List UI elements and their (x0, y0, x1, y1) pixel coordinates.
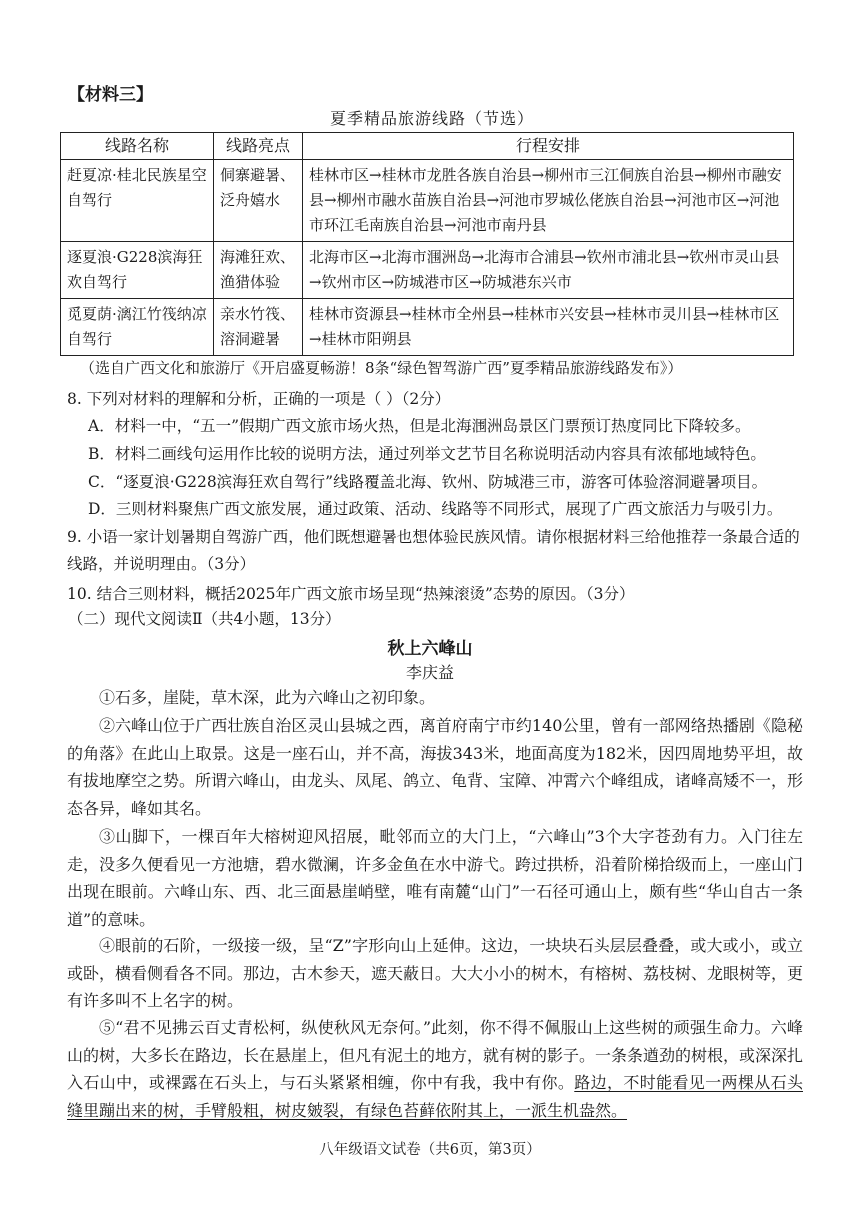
route-name: 赶夏凉·桂北民族星空自驾行 (61, 160, 214, 242)
table-caption: 夏季精品旅游线路（节选） (330, 109, 535, 128)
essay-paragraph-5 (67, 1014, 803, 1124)
question-8-option-c: C．“逐夏浪·G228滨海狂欢自驾行”线路覆盖北海、钦州、防城港三市，游客可体验溶洞避暑项目。 (88, 473, 768, 491)
material-label: 【材料三】 (68, 85, 153, 105)
route-highlight: 侗寨避暑、泛舟嬉水 (214, 160, 303, 242)
header-itinerary: 行程安排 (303, 133, 794, 160)
route-highlight: 海滩狂欢、渔猎体验 (214, 242, 303, 299)
question-8-option-d: D．三则材料聚焦广西文旅发展，通过政策、活动、线路等不同形式，展现了广西文旅活力与吸引力。 (88, 500, 783, 518)
essay-title: 秋上六峰山 (387, 639, 473, 659)
question-10: 10. 结合三则材料，概括2025年广西文旅市场呈现“热辣滚烫”态势的原因。（3分） (67, 585, 635, 603)
header-highlight: 线路亮点 (214, 133, 303, 160)
essay-author: 李庆益 (405, 663, 454, 682)
question-8-option-a: A．材料一中，“五一”假期广西文旅市场火热，但是北海涠洲岛景区门票预订热度同比下降较多。 (88, 417, 751, 435)
essay-paragraph-2: ②六峰山位于广西壮族自治区灵山县城之西，离首府南宁市约140公里，曾有一部网络热播剧《隐秘的角落》在此山上取景。这是一座石山，并不高，海拔343米，地面高度为182米，因四周地势平坦，故有拔地摩空之势。所谓六峰山，由龙头、凤尾、鸽立、龟背、宝障、冲霄六个峰组成，诸峰高矮不一，形态各异，峰如其名。 (67, 716, 804, 818)
route-name: 逐夏浪·G228滨海狂欢自驾行 (61, 242, 214, 299)
route-itinerary: 桂林市资源县→桂林市全州县→桂林市兴安县→桂林市灵川县→桂林市区→桂林市阳朔县 (303, 299, 794, 356)
table-row (61, 299, 794, 356)
route-itinerary: 桂林市区→桂林市龙胜各族自治县→柳州市三江侗族自治县→柳州市融安县→柳州市融水苗族自治县→河池市罗城仫佬族自治县→河池市区→河池市环江毛南族自治县→河池市南丹县 (303, 160, 794, 242)
routes-table (60, 132, 794, 356)
essay-paragraph-1: ①石多，崖陡，草木深，此为六峰山之初印象。 (99, 688, 436, 707)
paragraph-5-text: ⑤“君不见拂云百丈青松柯，纵使秋风无奈何。”此刻，你不得不佩服山上这些树的顽强生命力。六峰山的树，大多长在路边，长在悬崖上，但凡有泥土的地方，就有树的影子。一条条遒劲的树根，或深深扎入石山中，或裸露在石头上，与石头紧紧相缠，你中有我，我中有你。 (67, 1018, 804, 1092)
table-row (61, 242, 794, 299)
route-highlight: 亲水竹筏、溶洞避暑 (214, 299, 303, 356)
route-itinerary: 北海市区→北海市涠洲岛→北海市合浦县→钦州市浦北县→钦州市灵山县→钦州市区→防城港市区→防城港东兴市 (303, 242, 794, 299)
header-route-name: 线路名称 (61, 133, 214, 160)
underlined-sentence: 路边，不时能看见一两棵从石头缝里蹦出来的树，手臂般粗，树皮皴裂，有绿色苔藓依附其上，一派生机盎然。 (67, 1073, 803, 1120)
route-name: 觅夏荫·漓江竹筏纳凉自驾行 (61, 299, 214, 356)
essay-paragraph-3: ③山脚下，一棵百年大榕树迎风招展，毗邻而立的大门上，“六峰山”3个大字苍劲有力。入门往左走，没多久便看见一方池塘，碧水微澜，许多金鱼在水中游弋。跨过拱桥，沿着阶梯拾级而上，一座山门出现在眼前。六峰山东、西、北三面悬崖峭壁，唯有南麓“山门”一石径可通山上，颇有些“华山自古一条道”的意味。 (67, 827, 804, 929)
table-header-row (61, 133, 794, 160)
question-9: 9. 小语一家计划暑期自驾游广西，他们既想避暑也想体验民族风情。请你根据材料三给他推荐一条最合适的线路，并说明理由。（3分） (67, 528, 800, 573)
question-8-option-b: B．材料二画线句运用作比较的说明方法，通过列举文艺节目名称说明活动内容具有浓郁地域特色。 (88, 445, 766, 463)
question-8-stem: 8. 下列对材料的理解和分析，正确的一项是（ ）（2分） (67, 390, 451, 408)
section-heading: （二）现代文阅读Ⅱ（共4小题，13分） (68, 610, 341, 628)
essay-paragraph-4: ④眼前的石阶，一级接一级，呈“Z”字形向山上延伸。这边，一块块石头层层叠叠，或大或小，或立或卧，横看侧看各不同。那边，古木参天，遮天蔽日。大大小小的树木，有榕树、荔枝树、龙眼树等，更有许多叫不上名字的树。 (67, 936, 804, 1010)
table-row (61, 160, 794, 242)
page-footer: 八年级语文试卷（共6页，第3页） (319, 1142, 541, 1158)
table-source: （选自广西文化和旅游厅《开启盛夏畅游！8条“绿色智驾游广西”夏季精品旅游线路发布》） (80, 359, 683, 377)
